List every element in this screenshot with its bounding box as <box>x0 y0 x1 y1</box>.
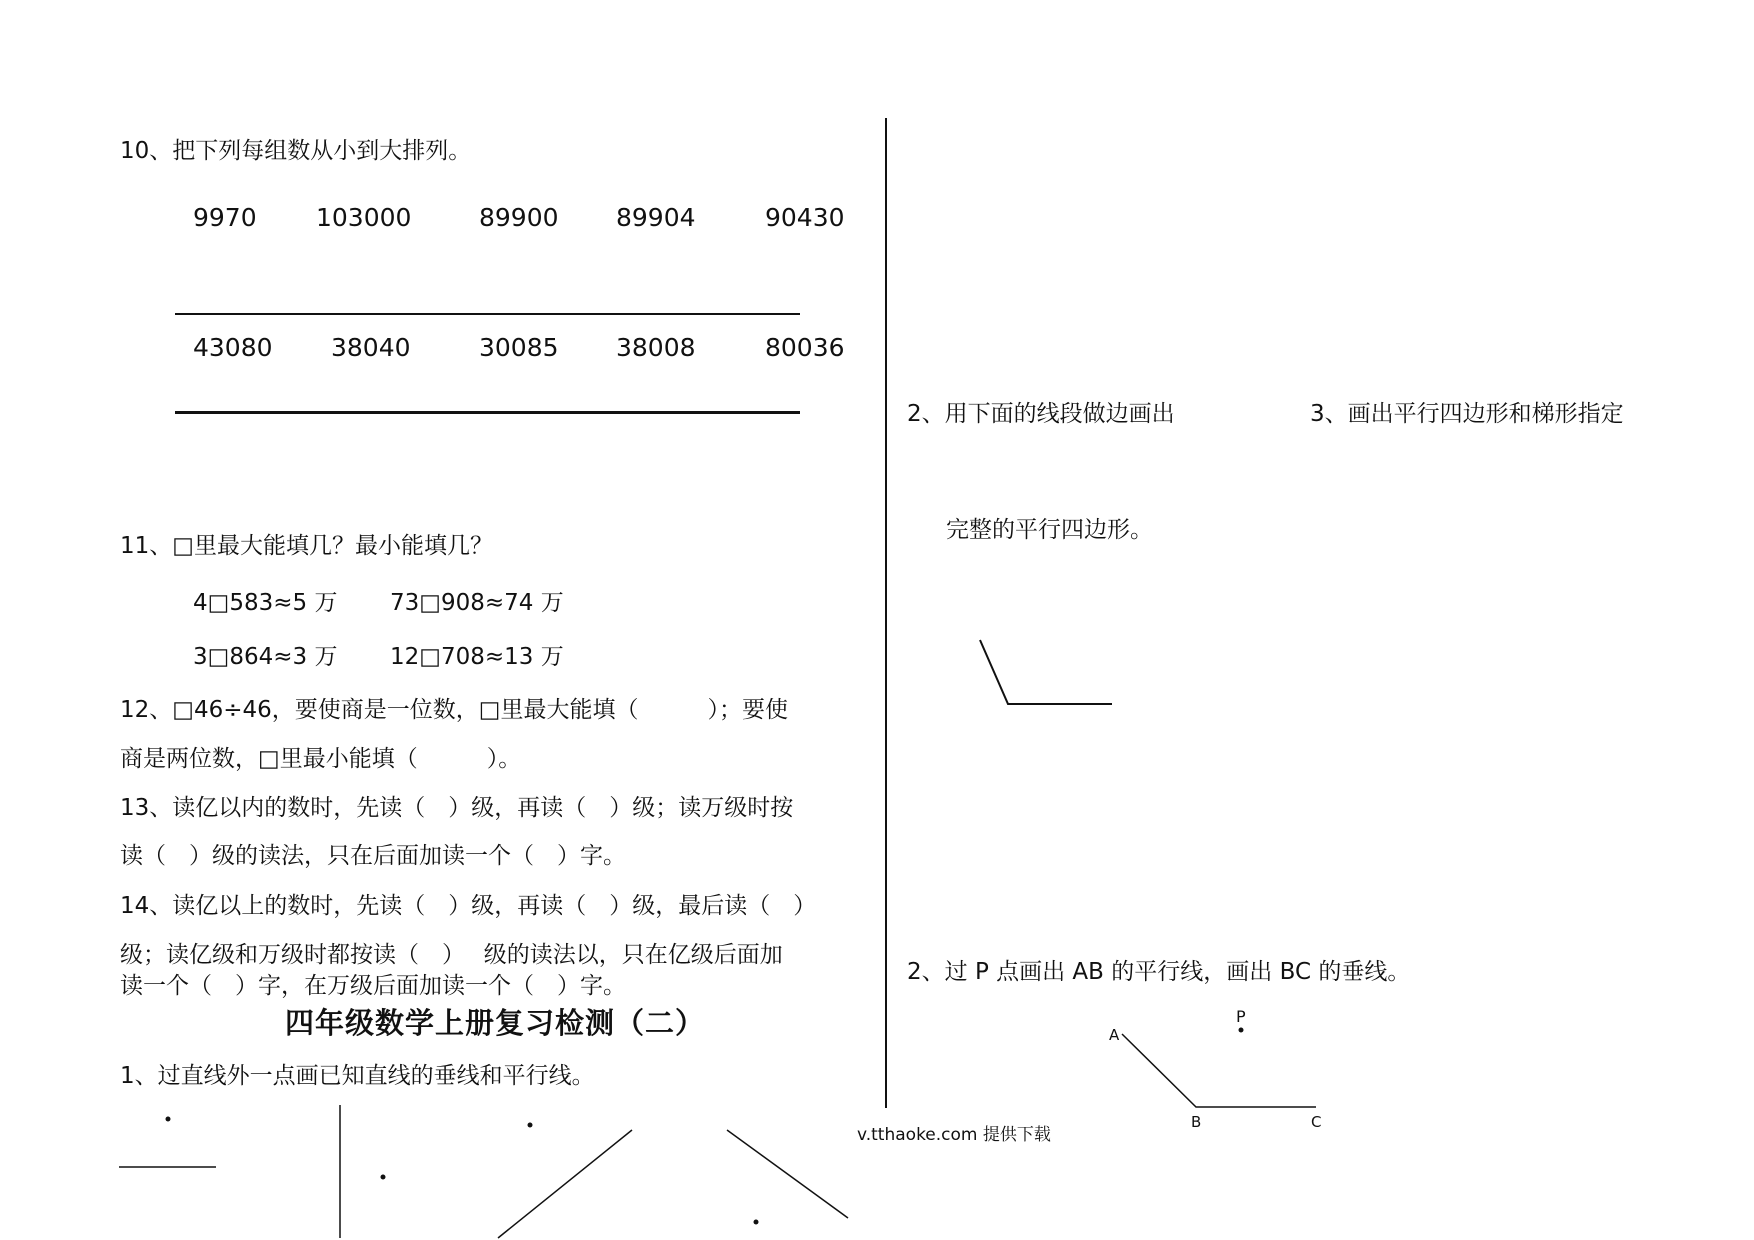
label-p: P <box>1236 1007 1246 1026</box>
q10-g2-num-4: 38008 <box>616 333 696 362</box>
q10-g1-num-5: 90430 <box>765 203 845 232</box>
q14-line-1: 14、读亿以上的数时，先读（ ）级，再读（ ）级，最后读（ ） <box>120 893 817 919</box>
q11-item-3: 3□864≈3 万 <box>193 644 338 670</box>
q12-line-1: 12、□46÷46，要使商是一位数，□里最大能填（ ）；要使 <box>120 697 789 723</box>
q11-item-1: 4□583≈5 万 <box>193 590 338 616</box>
q3-prompt: 3、画出平行四边形和梯形指定 <box>1310 401 1624 427</box>
given-line-diagonal-down[interactable] <box>727 1130 848 1218</box>
q10-g1-num-1: 9970 <box>193 203 257 232</box>
q10-g1-num-3: 89900 <box>479 203 559 232</box>
q13-line-2: 读（ ）级的读法，只在后面加读一个（ ）字。 <box>120 843 626 869</box>
q14-line-2: 级；读亿级和万级时都按读（ ） 级的读法以，只在亿级后面加 <box>120 942 783 968</box>
q2a-line-2: 完整的平行四边形。 <box>946 517 1153 543</box>
q11-item-4: 12□708≈13 万 <box>390 644 564 670</box>
q14-line-3: 读一个（ ）字，在万级后面加读一个（ ）字。 <box>120 973 626 999</box>
section-title: 四年级数学上册复习检测（二） <box>285 1006 706 1040</box>
q13-line-1: 13、读亿以内的数时，先读（ ）级，再读（ ）级；读万级时按 <box>120 795 794 821</box>
q10-g1-num-2: 103000 <box>316 203 412 232</box>
q10-g2-num-3: 30085 <box>479 333 559 362</box>
q10-prompt: 10、把下列每组数从小到大排列。 <box>120 138 472 164</box>
parallelogram-sides[interactable] <box>980 640 1112 704</box>
q12-line-2: 商是两位数，□里最小能填（ ）。 <box>120 746 522 772</box>
point-3[interactable] <box>528 1123 533 1128</box>
q10-g2-num-2: 38040 <box>331 333 411 362</box>
point-1[interactable] <box>166 1117 171 1122</box>
footer-source: v.tthaoke.com 提供下载 <box>857 1125 1051 1145</box>
q10-g1-num-4: 89904 <box>616 203 696 232</box>
label-c: C <box>1311 1113 1322 1131</box>
point-p[interactable] <box>1239 1028 1244 1033</box>
point-4[interactable] <box>754 1220 759 1225</box>
q11-item-2: 73□908≈74 万 <box>390 590 564 616</box>
q2b-prompt: 2、过 P 点画出 AB 的平行线，画出 BC 的垂线。 <box>907 959 1411 985</box>
q2a-line-1: 2、用下面的线段做边画出 <box>907 401 1175 427</box>
q10-g2-num-5: 80036 <box>765 333 845 362</box>
s2-q1-prompt: 1、过直线外一点画已知直线的垂线和平行线。 <box>120 1063 595 1089</box>
point-2[interactable] <box>381 1175 386 1180</box>
label-b: B <box>1191 1113 1202 1131</box>
q10-g2-num-1: 43080 <box>193 333 273 362</box>
label-a: A <box>1109 1026 1120 1044</box>
angle-abc[interactable] <box>1122 1034 1316 1107</box>
q11-prompt: 11、□里最大能填几？最小能填几？ <box>120 533 493 559</box>
given-line-diagonal-up[interactable] <box>498 1130 632 1238</box>
